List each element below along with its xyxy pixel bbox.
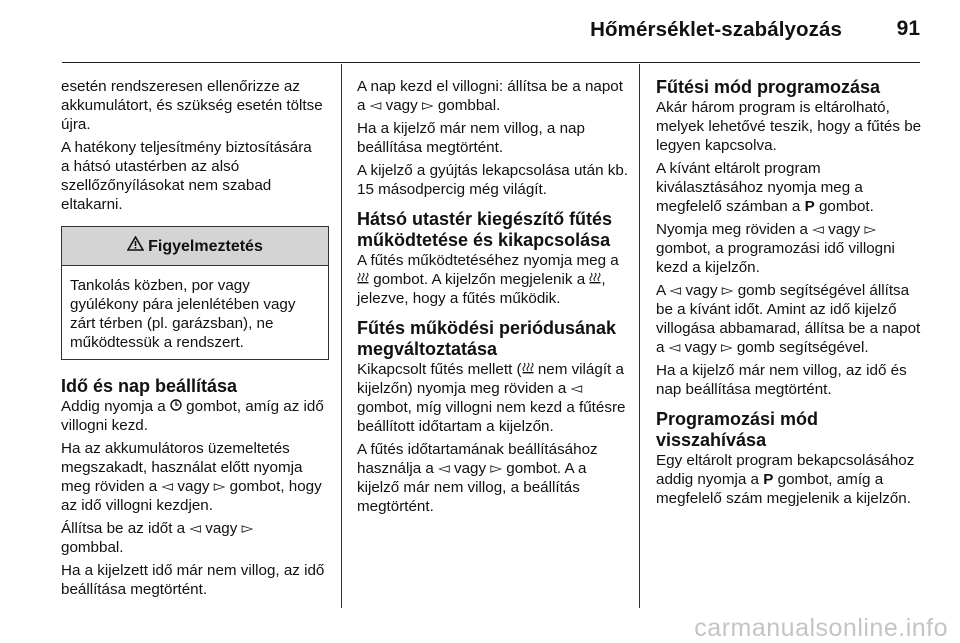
- warning-body: [62, 266, 328, 359]
- warning-header: [62, 227, 328, 266]
- paragraph: Addig nyomja a gombot, amíg az idő villogni kezd.: [61, 398, 324, 434]
- paragraph: A fűtés működtetéséhez nyomja meg a gombot. A kijelzőn megjelenik a , jelezve, hogy a fűtés működik.: [357, 252, 619, 307]
- left-arrow-icon: ◅: [812, 221, 824, 238]
- column-2: [357, 77, 629, 520]
- section-heading: Programozási mód visszahívása: [656, 409, 819, 450]
- section-heading: Fűtési mód programozása: [656, 77, 881, 97]
- page-number: 91: [896, 17, 920, 40]
- column-3: [656, 77, 922, 512]
- paragraph: Állítsa be az időt a ◅ vagy ▻ gombbal.: [61, 520, 254, 556]
- paragraph: Ha a kijelző már nem villog, az idő és nap beállítása megtörtént.: [656, 362, 907, 398]
- right-arrow-icon: ▻: [721, 282, 734, 299]
- right-arrow-icon: ▻: [864, 221, 877, 238]
- warning-box: [61, 226, 329, 360]
- left-arrow-icon: ◅: [438, 460, 450, 477]
- right-arrow-icon: ▻: [241, 520, 254, 537]
- left-arrow-icon: ◅: [189, 520, 202, 537]
- paragraph: Akár három program is eltárolható, melyek lehetővé teszik, hogy a fűtés be legyen kapcsolva.: [656, 99, 922, 154]
- paragraph: A hatékony teljesítmény biztosítására a hátsó utastérben az alsó szellőzőnyílásokat nem szabad eltakarni.: [61, 139, 312, 213]
- p-key-label: P: [763, 471, 774, 488]
- left-arrow-icon: ◅: [369, 97, 382, 114]
- paragraph: Nyomja meg röviden a ◅ vagy ▻ gombot, a programozási idő villogni kezd a kijelzőn.: [656, 221, 895, 276]
- header-divider: [62, 62, 920, 63]
- page-header: [0, 0, 960, 62]
- p-key-label: P: [804, 198, 815, 215]
- right-arrow-icon: ▻: [720, 339, 733, 356]
- column-1: [61, 77, 329, 603]
- paragraph: Ha az akkumulátoros üzemeltetés megszakadt, használat előtt nyomja meg röviden a ◅ vagy ▻ gombot, hogy az idő villogni kezdjen.: [61, 440, 322, 514]
- warning-title: Figyelmeztetés: [148, 237, 263, 255]
- paragraph: A fűtés időtartamának beállításához használja a ◅ vagy ▻ gombot. A a kijelző már nem villog, a beállítás megtörtént.: [357, 441, 598, 515]
- section-heading: Fűtés működési periódusának megváltoztatása: [357, 318, 617, 359]
- heater-icon: [357, 272, 369, 286]
- left-arrow-icon: ◅: [668, 339, 681, 356]
- section-heading: Idő és nap beállítása: [61, 376, 238, 396]
- heater-icon: [522, 362, 534, 376]
- section-heading: Hátsó utastér kiegészítő fűtés működtetése és kikapcsolása: [357, 209, 613, 250]
- heater-icon: [589, 272, 601, 286]
- page-title: Hőmérséklet-szabályozás: [590, 18, 842, 41]
- column-divider-1: [341, 64, 342, 608]
- paragraph: A nap kezd el villogni: állítsa be a napot a ◅ vagy ▻ gombbal.: [357, 78, 623, 114]
- paragraph: A ◅ vagy ▻ gomb segítségével állítsa be a kívánt időt. Amint az idő kijelző villogása abbamarad, állítsa be a napot a ◅ vagy ▻ gomb segítségével.: [656, 282, 921, 356]
- left-arrow-icon: ◅: [669, 282, 682, 299]
- paragraph: A kívánt eltárolt program kiválasztásához nyomja meg a megfelelő számban a P gombot.: [656, 160, 874, 215]
- left-arrow-icon: ◅: [161, 478, 174, 495]
- warning-text: Tankolás közben, por vagy gyúlékony pára jelenlétében vagy zárt térben (pl. garázsban), ne működtessük a rendszert.: [70, 277, 296, 351]
- right-arrow-icon: ▻: [490, 460, 503, 477]
- clock-icon: [170, 399, 182, 413]
- watermark: carmanualsonline.info: [694, 614, 948, 642]
- left-arrow-icon: ◅: [570, 380, 583, 397]
- warning-triangle-icon: [127, 236, 144, 256]
- column-divider-2: [639, 64, 640, 608]
- paragraph: A kijelző a gyújtás lekapcsolása után kb. 15 másodpercig még világít.: [357, 162, 629, 198]
- paragraph: Ha a kijelző már nem villog, a nap beállítása megtörtént.: [357, 120, 585, 156]
- paragraph: Egy eltárolt program bekapcsolásához addig nyomja a P gombot, amíg a megfelelő szám megjelenik a kijelzőn.: [656, 452, 915, 507]
- right-arrow-icon: ▻: [421, 97, 434, 114]
- paragraph: Ha a kijelzett idő már nem villog, az idő beállítása megtörtént.: [61, 562, 325, 598]
- paragraph: Kikapcsolt fűtés mellett ( nem világít a kijelzőn) nyomja meg röviden a ◅ gombot, míg villogni nem kezd a fűtésre beállított időtartam a kijelzőn.: [357, 361, 626, 435]
- paragraph: esetén rendszeresen ellenőrizze az akkumulátort, és szükség esetén töltse újra.: [61, 78, 323, 133]
- right-arrow-icon: ▻: [213, 478, 226, 495]
